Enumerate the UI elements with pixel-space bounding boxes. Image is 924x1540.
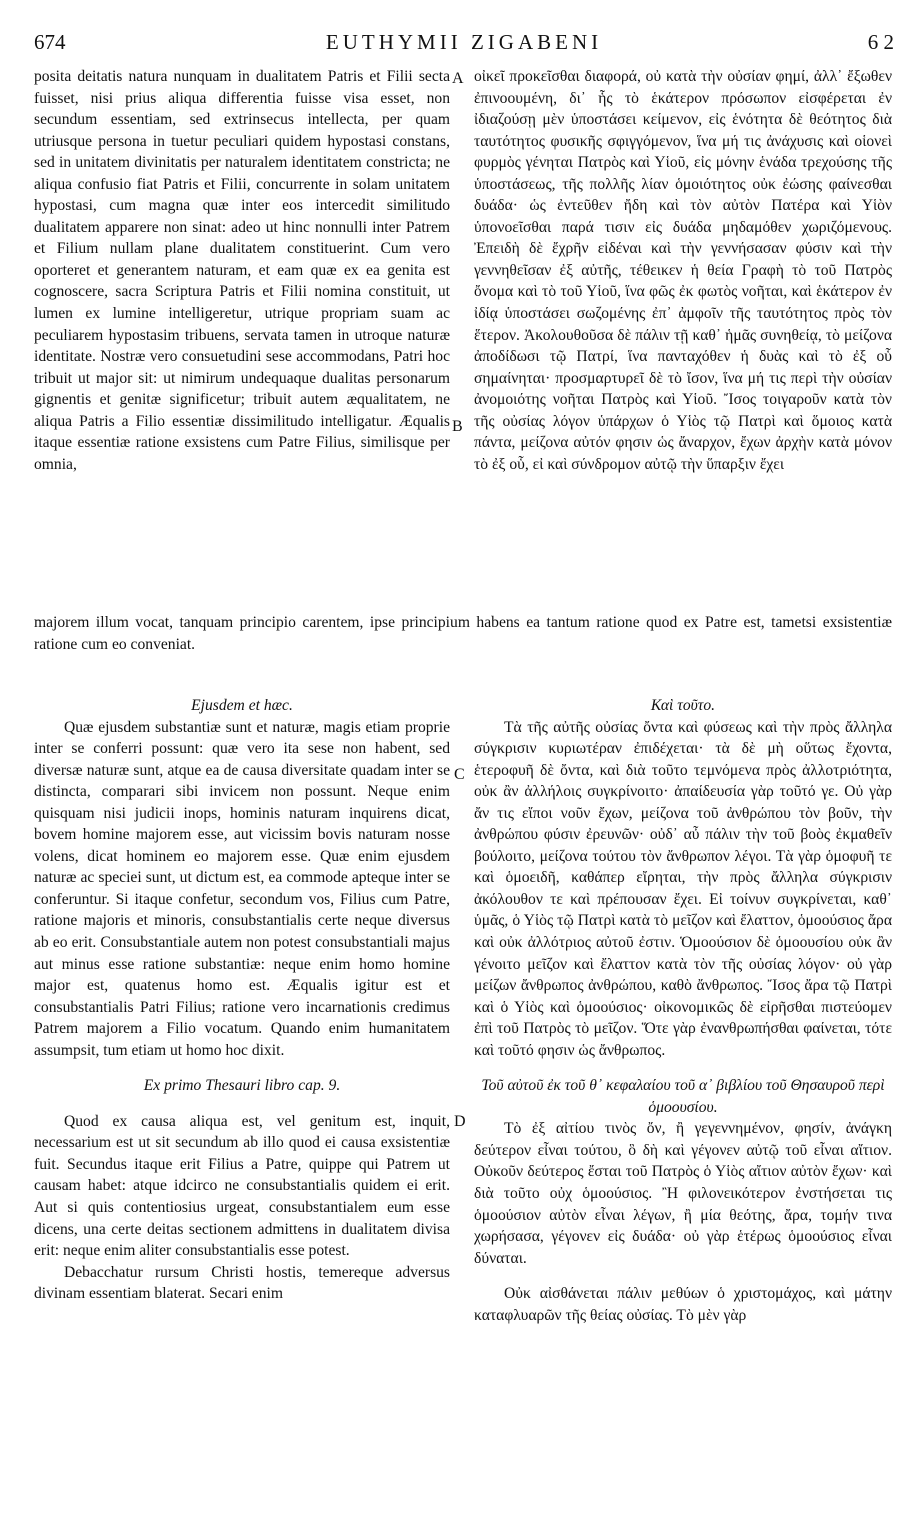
margin-marker-b: B (452, 418, 463, 435)
latin-paragraph: Quod ex causa aliqua est, vel genitum est, inquit, necessarium est ut sit secundum ab illo quod ei causa exsistentiæ fuit. Secundus itaque erit Filius a Patre, quippe qui Patrem ut causam habet: atque idcirco ne consubstantialis quidem ei erit. Aut si quis contentiosius urgeat, consubstantialem eum esse dicens, una certe deitas sectionem admittens in dualitatem divisa erit: neque enim aliter consubstantialis esse potest. (34, 1112, 450, 1260)
spanning-text: majorem illum vocat, tanquam principio carentem, ipse principium habens ea tantum ratione quod ex Patre est, tametsi exsistentiæ ratione cum eo conveniat. (34, 614, 892, 653)
latin-paragraph: Quæ ejusdem substantiæ sunt et naturæ, magis etiam proprie inter se conferri possunt: quæ vero ita sese non habent, sed diversæ naturæ sunt, atque ea de causa diversitate quadam inter se distincta, comparari sibi invicem non possunt. Neque enim quisquam nisi judicii inops, hominis naturam inquirens dicat, bovem homine majorem esse, aut vicissim bovis naturam nosse volens, dicat hominem eo majorem esse. Quæ enim ejusdem naturæ ac speciei sunt, ut dictum est, ea commode apteque inter se conferuntur. Si itaque confetur, secondum vos, Filius cum Patre, ratione majoris et minoris, consubstantialis certe neque diversus ab eo erit. Consubstantiale autem non potest consubstantiali majus aut minus esse ratione substantiæ: neque enim homo homine major est, quatenus homo est. Æqualis igitur est et consubstantialis Patri Filius; ratione vero incarnationis credimus Patrem majorem a Filio vocatum. Quando enim humanitatem assumpsit, tum etiam ut homo hoc dixit. (34, 718, 450, 1059)
margin-marker-c: C (454, 766, 465, 783)
greek-paragraph: Τὰ τῆς αὐτῆς οὐσίας ὄντα καὶ φύσεως καὶ τὴν πρὸς ἄλληλα σύγκρισιν κυριωτέραν ἐπιδέχεται· τὰ δὲ μὴ οὕτως ἔχοντα, ἑτεροφυῆ δὲ ὄντα, καὶ διὰ τοῦτο τεμνόμενα πρὸς ἀλλοτριότητα, οὐκ ἂν ἀλλήλοις συγκρίνοιτο· ἀπαίδευσία γὰρ τοῦτό γε. Οὐ γὰρ ἄν τις εἴποι νοῦν ἔχων, μείζονα τοῦ ἀνθρώπου τὸν βοῦν, τὴν ἀνθρώπου φύσιν ἐρευνῶν· οὐδ᾽ αὖ πάλιν τὴν τοῦ βοὸς ἐκμαθεῖν βούλοιτο, μείζονα τούτου τὸν ἄνθρωπον λέγοι. Τὰ γὰρ ὁμοφυῆ τε καὶ ὁμοειδῆ, καθάπερ εἴρηται, τὴν πρὸς ἄλληλα σύγκρισιν ἀκόλουθον τε καὶ πρέπουσαν ἔχει. Εἰ τοίνυν συγκρίνεται, καθ᾽ ὑμᾶς, ὁ Υἱὸς τῷ Πατρὶ κατὰ τὸ μεῖζον καὶ ἔλαττον, ὁμοούσιος ἄρα καὶ οὐκ ἀλλότριος αὐτοῦ ἐστιν. Ὁμοούσιον δὲ ὁμοουσίου οὐκ ἂν γένοιτο μεῖζον καὶ ἔλαττον κατὰ τὸν τῆς οὐσίας λόγον· οὐ γὰρ μείζων ἄνθρωπος ἀνθρώπου, καθὸ ἄνθρωπος. Ἴσος ἄρα τῷ Πατρὶ καὶ ὁ Υἱὸς καὶ ὁμοούσιος· οἰκονομικῶς δὲ εἰρῆσθαι πιστεύομεν ἐπὶ τοῦ Πατρὸς τὸ μεῖζον. Ὅτε γὰρ ἐνανθρωπήσθαι φαίνεται, τότε καὶ τοῦτό φησιν ὡς ἄνθρωπος. (474, 718, 892, 1059)
page-number-right: 6 2 (867, 30, 894, 54)
section-heading: Τοῦ αὐτοῦ ἐκ τοῦ θ᾽ κεφαλαίου τοῦ α᾽ βιβλίου τοῦ Θησαυροῦ περὶ ὁμοουσίου. (481, 1077, 885, 1116)
latin-column-main (34, 695, 450, 1305)
latin-paragraph: posita deitatis natura nunquam in dualitatem Patris et Filii secta fuisset, nisi prius aliqua differentia fuisse visa esset, non secundum essentiam, sed extrinsecus intellecta, per quam utriusque persona in tuetur peculiari quidem hypostasi constans, sed in unitatem divinitatis per naturalem identitatem constricta; ne aliqua confusio fiat Patris et Filii, concurrente in solam unitatem hypostasi, cum magna quæ inter eos intercedit similitudo dualitatem apparere non sinat: adeo ut hinc nonnulli inter Patrem et Filium nullam plane dualitatem constituerint. Cum vero oporteret et generantem naturam, et eam quæ ex ea genita est cognoscere, sacra Scriptura Patris et Filii nomina constituit, ut lumen ex lumine intelligeretur, utrique propriam suam ac peculiarem hypostasim tribuens, servata tamen in utroque naturæ identitate. Nostræ vero consuetudini sese accommodans, Patri hoc tribuit ut major sit: ut nimirum undequaque dualitas personarum gignentis et genitæ significetur; tribuit autem æqualitatem, ne aliqua Patris a Filio essentiæ dissimilitudo intelligatur. Æqualis itaque essentiæ ratione exsistens cum Patre Filius, similisque per omnia, (34, 68, 450, 473)
greek-paragraph: Τὸ ἐξ αἰτίου τινὸς ὄν, ἢ γεγεννημένον, φησίν, ἀνάγκη δεύτερον εἶναι τούτου, ὃ δὴ καὶ γέγονεν αὐτῷ τοῦ εἶναι αἴτιον. Οὐκοῦν δεύτερος ἔσται τοῦ Πατρὸς ὁ Υἱὸς αἴτιον αὐτὸν ἔχων· καὶ διὰ τοῦτο οὐχ ὁμοούσιος. Ἢ φιλονεικότερον ἐνστήσεται τις ὁμοούσιον αὐτὸν εἶναι λέγων, ἢ μία θεότης, ἄρα, τομήν τινα χωρήσασα, γέγονεν εἰς δυάδα· οὐ γὰρ ἑτέρως ὁμοούσιος εἶναι δύναται. (474, 1120, 892, 1267)
greek-paragraph: οἰκεῖ προκεῖσθαι διαφορά, οὐ κατὰ τὴν οὐσίαν φημί, ἀλλ᾽ ἔξωθεν ἐπινοουμένη, δι᾽ ἧς τὸ ἑκάτερον πρόσωπον εἰσφέρεται ἐν ἰδιαζούσῃ μὲν ὑποστάσει κείμενον, εἰς ἑνότητα δὲ θεότητος διὰ ταυτότητος φυσικῆς σφιγγόμενον, ἵνα μή τις ἀνάχυσις καὶ οἱονεὶ φυρμὸς γένηται Πατρὸς καὶ Υἱοῦ, εἰς μόνην ἑνάδα τρεχούσης τῆς ὑποστάσεως, τῆς πολλῆς λίαν ὁμοιότητος οὐκ ἐώσης φαίνεσθαι δυάδα· ὡς ἐντεῦθεν ἤδη καὶ τὸν αὐτὸν Πατέρα καὶ Υἱὸν ὑπονοεῖσθαι παρά τισιν εἰς δυάδα μηδαμόθεν χωριζόμενους. Ἐπειδὴ δὲ ἔχρῆν εἰδέναι καὶ τὴν γεννήσασαν φύσιν καὶ τὴν γεννηθεῖσαν ἐξ αὐτῆς, τέθεικεν ἡ θεία Γραφὴ τὸ τοῦ Πατρὸς ὄνομα καὶ τὸ τοῦ Υἱοῦ, ἵνα φῶς ἐκ φωτὸς νοῆται, καὶ ἑκάτερον ἐν ἰδίᾳ ὑποστάσει σωζομένης ἐπ᾽ ἀμφοῖν τῆς ταυτότητος πρὸς τὸν ἕτερον. Ἀκολουθοῦσα δὲ πάλιν τῇ καθ᾽ ἡμᾶς συνηθείᾳ, τὸ μείζονα ἀποδίδωσι τῷ Πατρί, ἵνα πανταχόθεν ἡ δυὰς καὶ τὸ ἐξ οὗ σημαίνηται· προσμαρτυρεῖ δὲ τὸ ἴσον, ἵνα μή τις περὶ τὴν οὐσίαν ἀνομοιότης νοῆται Πατρὸς καὶ Υἱοῦ. Ἴσος τοιγαροῦν κατὰ τὸν τῆς οὐσίας λόγον ὑπάρχων ὁ Υἱὸς τῷ Πατρὶ καὶ ὅμοιος κατὰ πάντα, μείζονα αὐτόν φησιν ὡς ἄναρχον, ἔχων ἀρχὴν κατὰ μόνον τὸ ἐξ οὗ, εἰ καὶ σύνδρομον αὐτῷ τὴν ὕπαρξιν ἔχει (474, 68, 892, 473)
greek-column-main (474, 695, 892, 1326)
greek-paragraph: Οὐκ αἰσθάνεται πάλιν μεθύων ὁ χριστομάχος, καὶ μάτην καταφλυαρῶν τῆς θείας οὐσίας. Τὸ μὲν γὰρ (474, 1285, 892, 1324)
section-heading: Ex primo Thesauri libro cap. 9. (143, 1077, 341, 1095)
latin-paragraph: Debacchatur rursum Christi hostis, temereque adversus divinam essentiam blaterat. Secari enim (34, 1263, 450, 1303)
page-number-left: 674 (34, 30, 66, 54)
spanning-line (34, 612, 892, 655)
greek-column-top (474, 66, 892, 475)
page-header (34, 30, 894, 64)
margin-marker-d: D (454, 1113, 466, 1130)
latin-column-top (34, 66, 450, 475)
section-heading: Καὶ τοῦτο. (650, 697, 716, 714)
margin-marker-a: A (452, 70, 464, 87)
section-heading: Ejusdem et hæc. (191, 697, 293, 714)
running-title: EUTHYMII ZIGABENI (325, 30, 603, 54)
